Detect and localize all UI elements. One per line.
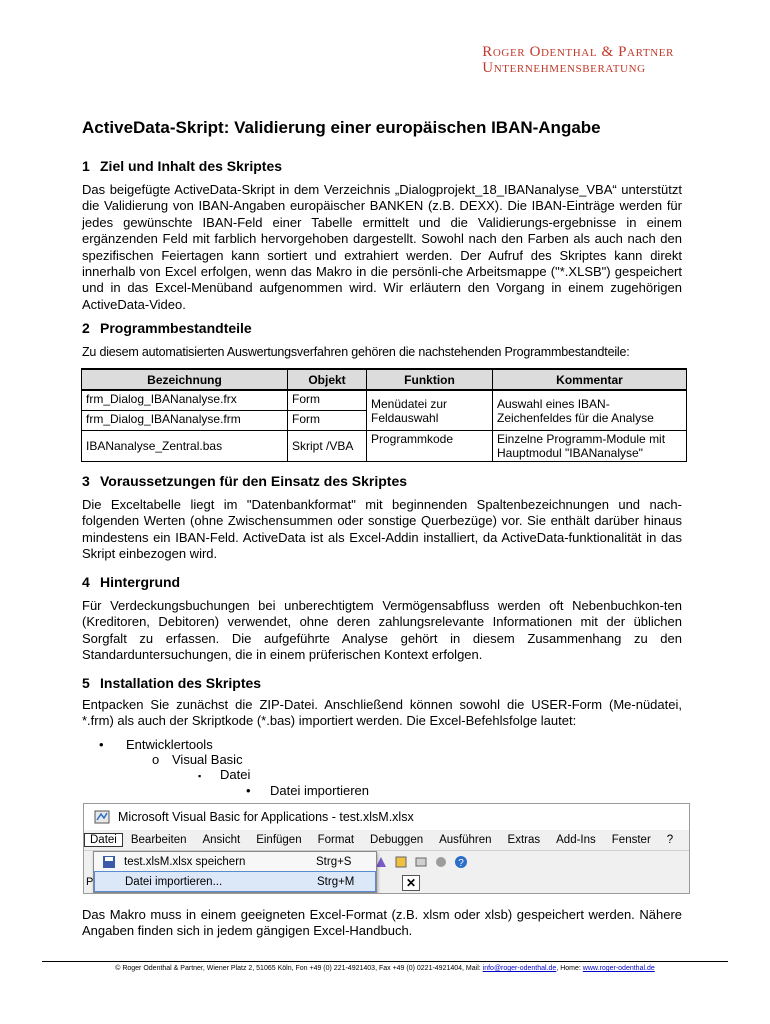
save-icon [102,855,116,869]
menu-item-shortcut: Strg+M [317,875,355,888]
menu-item-shortcut: Strg+S [316,855,352,868]
table-header-row [82,369,687,390]
table-row [82,431,687,462]
vba-menu-bar [84,830,689,851]
menu-addins[interactable]: Add-Ins [556,834,596,846]
table-header-cell: Objekt [288,369,367,390]
section-title: Programmbestandteile [100,320,252,336]
section-3-text: Die Exceltabelle liegt im "Datenbankformat" mit beginnenden Spaltenbezeichnungen und nach-folgenden Werten (ohne Zwischensummen oder sonstige Querbezüge) vor. Sie enthält darüber hinaus mindestens ein IBAN-Feld. ActiveData ist als Excel-Addin installiert, da ActiveData-funktionalität in das Skript einbezogen wird. [82,497,682,562]
list-item-text: Entwicklertools [126,737,213,752]
help-icon[interactable] [454,855,468,869]
vba-app-icon [94,809,110,825]
menu-file[interactable]: Datei [84,833,123,847]
section-number: 1 [82,158,90,174]
section-4-heading [82,574,180,590]
company-subtitle: Unternehmensberatung [482,60,646,76]
section-number: 5 [82,675,90,691]
list-item [246,783,369,799]
section-2-text: Zu diesem automatisierten Auswertungsverfahren gehören die nachstehenden Programmbestandteile: [82,345,630,359]
table-header-cell: Bezeichnung [82,369,288,390]
document-title: ActiveData-Skript: Validierung einer europäischen IBAN-Angabe [82,118,601,137]
section-5-closing-text: Das Makro muss in einem geeigneten Excel-Format (z.B. xlsm oder xlsb) gespeichert werden. Nähere Angaben finden sich in jedem gängigen Excel-Handbuch. [82,907,682,939]
section-number: 3 [82,473,90,489]
section-number: 4 [82,574,90,590]
menu-run[interactable]: Ausführen [439,834,492,846]
list-item [152,752,243,768]
menu-insert[interactable]: Einfügen [256,834,302,846]
bullet-marker: o [152,752,160,767]
object-browser-icon[interactable] [434,855,448,869]
menu-edit[interactable]: Bearbeiten [130,834,187,846]
list-item-text: Datei [220,767,251,782]
bullet-marker: • [246,783,251,798]
table-cell: Auswahl eines IBAN-Zeichenfeldes für die Analyse [493,390,687,431]
bullet-marker: ▪ [198,771,202,781]
vba-editor-screenshot [83,803,690,894]
vba-title-bar [84,804,689,830]
page-footer [42,965,728,972]
menu-debug[interactable]: Debuggen [370,834,424,846]
table-cell: Skript /VBA [288,431,367,462]
components-table [81,368,687,462]
table-header-cell: Kommentar [493,369,687,390]
section-title: Ziel und Inhalt des Skriptes [100,158,283,174]
footer-mail-link[interactable]: info@roger-odenthal.de [482,965,557,972]
menu-item-import-file[interactable] [94,871,376,892]
menu-item-label: test.xlsM.xlsx speichern [124,855,246,868]
section-5-heading [82,675,261,691]
table-header-cell: Funktion [367,369,493,390]
section-number: 2 [82,320,90,336]
section-title: Voraussetzungen für den Einsatz des Skriptes [100,473,408,489]
section-2-heading [82,320,252,336]
menu-view[interactable]: Ansicht [202,834,241,846]
table-cell: Einzelne Programm-Module mit Hauptmodul "IBANanalyse" [493,431,687,462]
svg-text:?: ? [458,858,464,869]
list-item [99,737,213,753]
table-cell: frm_Dialog_IBANanalyse.frm [82,411,288,431]
table-cell: Form [288,390,367,411]
menu-format[interactable]: Format [317,834,355,846]
table-row [82,390,687,411]
section-title: Hintergrund [100,574,181,590]
list-item-text: Datei importieren [270,783,369,798]
list-item [198,767,250,785]
section-3-heading [82,473,407,489]
table-cell: Form [288,411,367,431]
footer-text: © Roger Odenthal & Partner, Wiener Platz 2, 51065 Köln, Fon +49 (0) 221-4921403, Fax +49 (0) 0221-4921404, Mail: [115,965,483,972]
pane-label: P [86,876,94,888]
bullet-marker: • [99,737,104,752]
vba-window-title: Microsoft Visual Basic for Applications - test.xlsM.xlsx [118,810,414,824]
company-name: Roger Odenthal & Partner [482,44,674,60]
menu-item-label: Datei importieren... [125,875,223,888]
table-cell: Programmkode [367,431,493,462]
section-1-heading [82,158,282,174]
section-5-text: Entpacken Sie zunächst die ZIP-Datei. Anschließend können sowohl die USER-Form (Me-nüdatei, *.frm) als auch der Skriptkode (*.bas) importiert werden. Die Excel-Befehlsfolge lautet: [82,697,682,729]
footer-home-link[interactable]: www.roger-odenthal.de [582,965,655,972]
menu-item-save[interactable] [94,852,376,871]
menu-tools[interactable]: Extras [507,834,541,846]
menu-window[interactable]: Fenster [611,834,651,846]
list-item-text: Visual Basic [172,752,243,767]
table-cell: IBANanalyse_Zentral.bas [82,431,288,462]
section-4-text: Für Verdeckungsbuchungen bei unberechtigtem Vermögensabfluss werden oft Nebenbuchkon-ten (Kreditoren, Debitoren) verwendet, ohne deren zahlungsrelevante Informationen mit der üblichen Sorgfalt zu erfassen. Die aufgeführte Analyse gehört in diesem Zusammenhang zu den Standarduntersuchungen, die in einem prüferischen Kontext erfolgen. [82,598,682,663]
project-explorer-icon[interactable] [394,855,408,869]
footer-separator: , Home: [556,965,583,972]
properties-icon[interactable] [414,855,428,869]
company-letterhead [482,44,674,76]
file-menu-dropdown [93,851,377,893]
close-icon[interactable]: ✕ [402,875,420,891]
section-title: Installation des Skriptes [100,675,262,691]
table-cell: Menüdatei zur Feldauswahl [367,390,493,431]
menu-help[interactable]: ? [666,834,674,846]
table-cell: frm_Dialog_IBANanalyse.frx [82,390,288,411]
footer-divider [42,961,728,962]
section-1-text: Das beigefügte ActiveData-Skript in dem Verzeichnis „Dialogprojekt_18_IBANanalyse_VBA“ unterstützt die Validierung von IBAN-Angaben europäischer BANKEN (z.B. DEXX). Die IBAN-Einträge werden für jedes gewünschte IBAN-Feld einer Tabelle ermittelt und die Validierungs-ergebnisse in einem ergänzenden Feld mit farblich hervorgehoben dargestellt. Sowohl nach den Farben als auch nach den spezifischen Feiertagen kann sortiert und extrahiert werden. Der Aufruf des Skriptes kann direkt innerhalb von Excel erfolgen, wenn das Makro in die persönli-che Arbeitsmappe ("*.XLSB") gespeichert und in das Excel-Menüband aufgenommen wird. Wir erläutern den Vorgang in einem zugehörigen ActiveData-Video. [82,182,682,312]
